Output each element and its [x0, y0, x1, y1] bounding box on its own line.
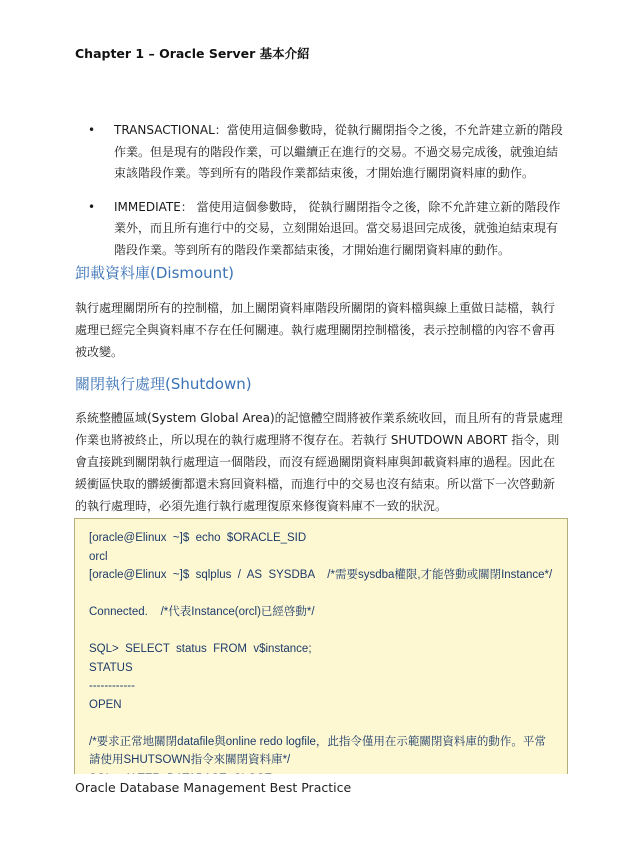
bullet-icon: • — [88, 123, 96, 137]
bullet-transactional — [88, 120, 568, 185]
section-body-dismount: 執行處理關閉所有的控制檔，加上關閉資料庫階段所關閉的資料檔與線上重做日誌檔，執行處理已經完全與資料庫不存在任何關連。執行處理關閉控制檔後，表示控制檔的內容不會再被改變。 — [75, 301, 556, 359]
section-heading-shutdown: 關閉執行處理(Shutdown) — [75, 375, 252, 393]
code-line: ------------ — [89, 680, 135, 692]
bullet-text: TRANSACTIONAL：當使用這個參數時，從執行關閉指令之後，不允許建立新的階段作業。但是現有的階段作業，可以繼續正在進行的交易。不過交易完成後，就強迫結束該階段作業。等到所有的階段作業都結束後，才開始進行關閉資料庫的動作。 — [114, 123, 563, 180]
section-heading-dismount: 卸載資料庫(Dismount) — [75, 264, 234, 282]
code-line: SQL> SELECT status FROM v$instance; — [89, 643, 312, 655]
bullet-immediate — [88, 197, 568, 262]
page-footer: Oracle Database Management Best Practice — [75, 780, 352, 795]
bullet-icon: • — [88, 199, 96, 214]
code-line: orcl — [89, 550, 108, 563]
code-comment: /*要求正常地關閉datafile與online redo logfile，此指令僅用在示範關閉資料庫的動作。平常請使用SHUTSOWN指令來關閉資料庫*/ — [89, 735, 546, 766]
page-header: Chapter 1 – Oracle Server 基本介紹 — [75, 46, 310, 61]
section-body-shutdown: 系統整體區域(System Global Area)的記憶體空間將被作業系統收回，而且所有的背景處理作業也將被終止，所以現在的執行處理將不復存在。若執行 SHUTDOWN ABORT 指令，則會直接跳到關閉執行處理這一個階段，而沒有經過關閉資料庫與卸載資料庫的過程。因此在緩衝區快取的髒緩衝都還未寫回資料檔，而進行中的交易也沒有結束。所以當下一次啓動新的執行處理時，必須先進行執行處理復原來修復資料庫不一致的狀況。 — [75, 411, 563, 513]
code-line: OPEN — [89, 698, 122, 711]
code-line: [oracle@Elinux ~]$ echo $ORACLE_SID — [89, 532, 307, 544]
bullet-text: IMMEDIATE： 當使用這個參數時， 從執行關閉指令之後，除不允許建立新的階段作業外，而且所有進行中的交易，立刻開始退回。當交易退回完成後，就強迫結束現有階段作業。等到所有的階段作業都結束後，才開始進行關閉資料庫的動作。 — [114, 199, 561, 257]
parameter-list — [88, 120, 568, 273]
code-line — [89, 770, 553, 775]
code-line: [oracle@Elinux ~]$ sqlplus / AS SYSDBA /*需要sysdba權限,才能啓動或關閉Instance*/ — [89, 569, 553, 581]
code-block — [74, 518, 568, 774]
code-line: Connected. /*代表Instance(orcl)已經啓動*/ — [89, 606, 315, 618]
code-line: STATUS — [89, 661, 133, 674]
